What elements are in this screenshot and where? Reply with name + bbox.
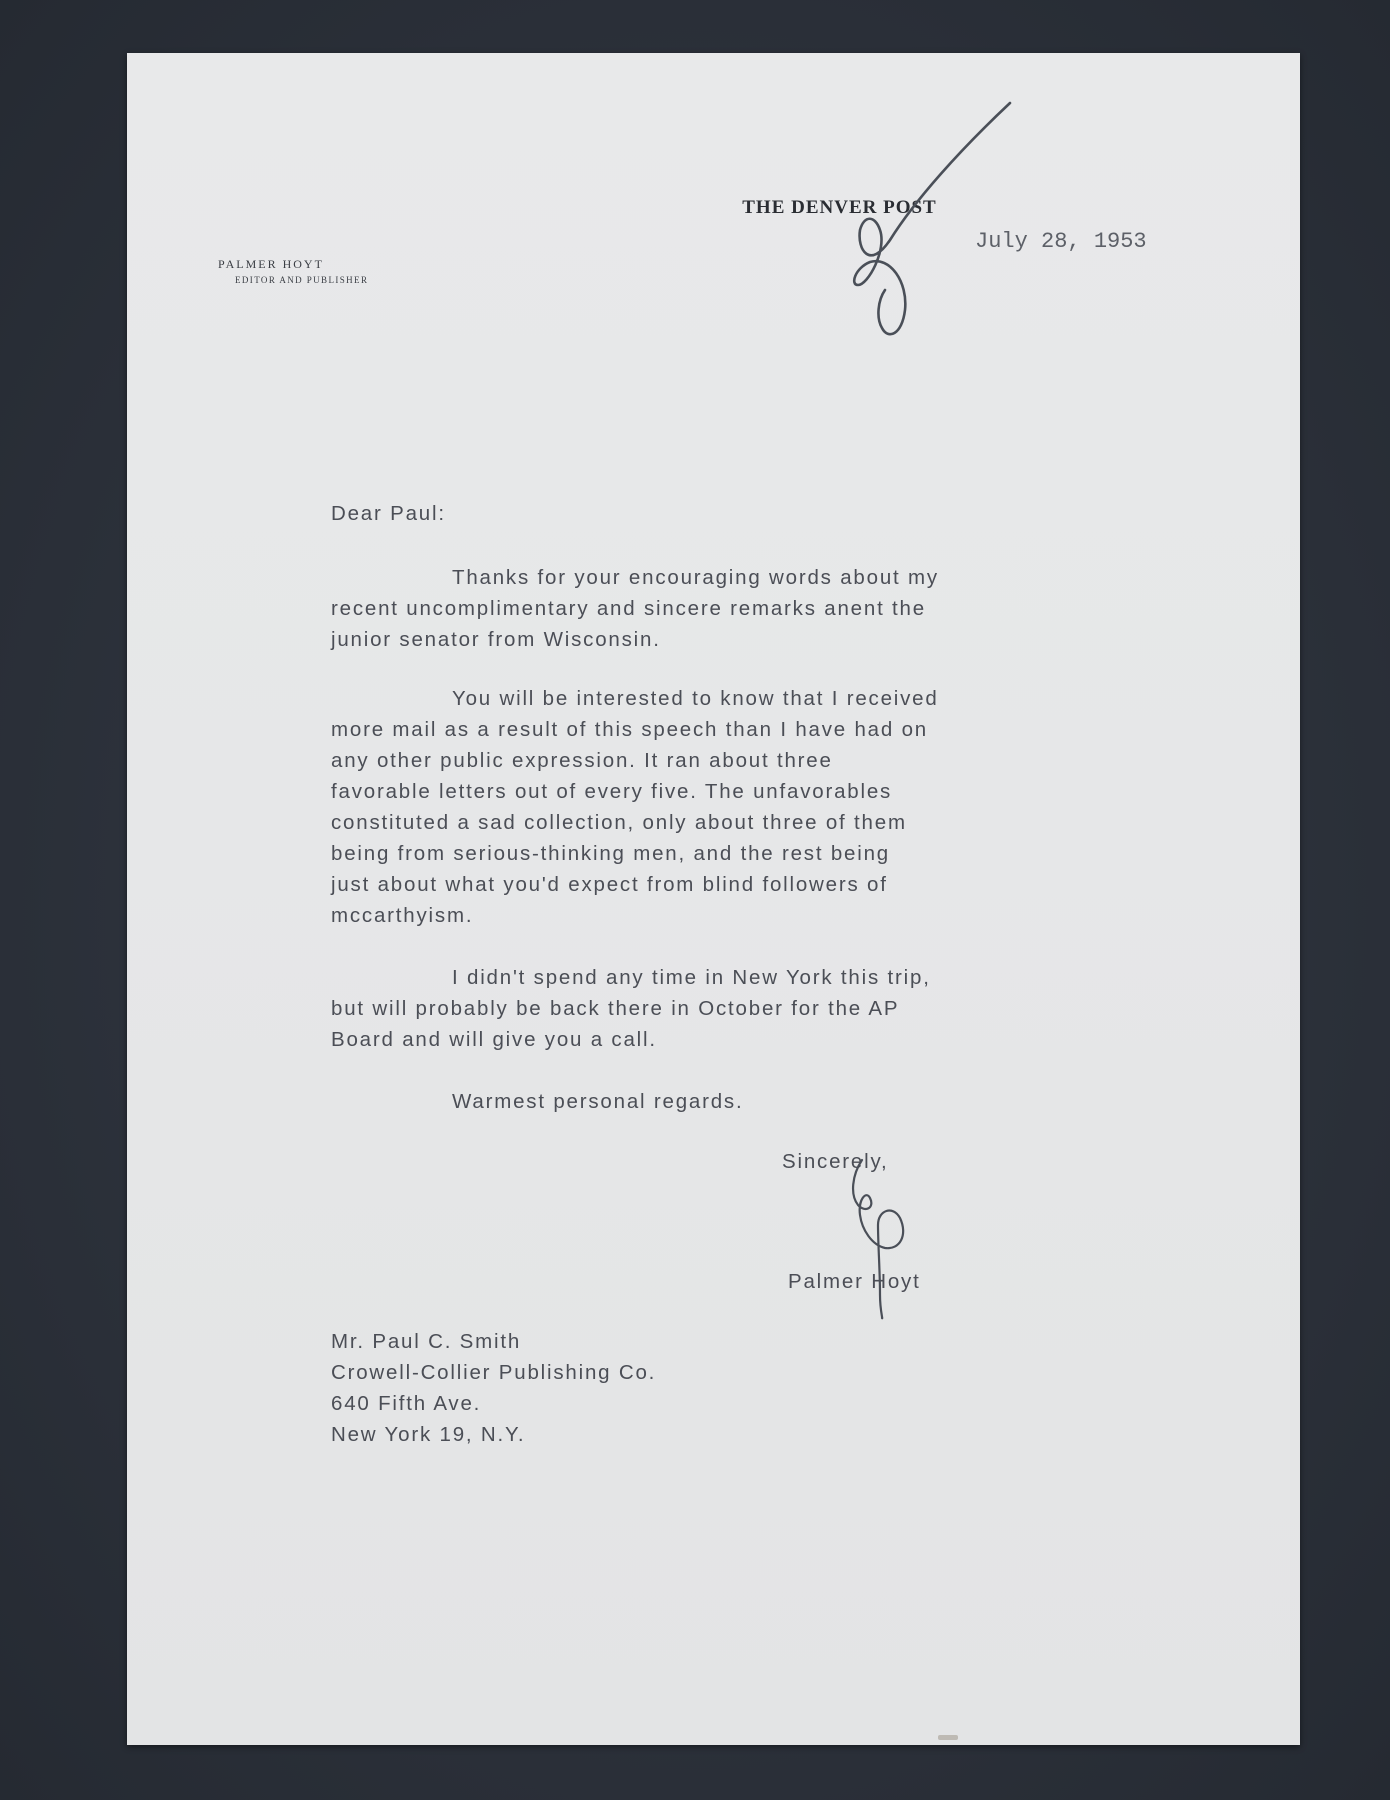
paragraph-line: being from serious-thinking men, and the rest being [331,842,891,865]
paragraph-line: Thanks for your encouraging words about my [452,566,939,589]
paragraph-line: junior senator from Wisconsin. [331,628,661,651]
salutation: Dear Paul: [331,502,446,525]
closing-regards: Warmest personal regards. [452,1090,744,1113]
paragraph-line: any other public expression. It ran about three [331,749,833,772]
recipient-name: Mr. Paul C. Smith [331,1330,522,1353]
paragraph-line: constituted a sad collection, only about three of them [331,811,907,834]
paragraph-line: Board and will give you a call. [331,1028,657,1051]
paragraph-line: I didn't spend any time in New York this trip, [452,966,931,989]
recipient-company: Crowell-Collier Publishing Co. [331,1361,657,1384]
paragraph-line: You will be interested to know that I received [452,687,939,710]
paragraph-line: but will probably be back there in October for the AP [331,997,900,1020]
sign-off: Sincerely, [782,1150,889,1173]
paragraph-line: mccarthyism. [331,904,474,927]
letterhead-publication: THE DENVER POST [742,197,937,218]
letter-sheet [127,53,1300,1745]
paper-stain [938,1735,958,1740]
paragraph-line: just about what you'd expect from blind followers of [331,873,888,896]
signer-name: Palmer Hoyt [788,1270,921,1293]
paragraph-line: favorable letters out of every five. The unfavorables [331,780,893,803]
letter-date: July 28, 1953 [975,229,1147,254]
recipient-street: 640 Fifth Ave. [331,1392,482,1415]
paragraph-line: recent uncomplimentary and sincere remarks anent the [331,597,926,620]
recipient-city: New York 19, N.Y. [331,1423,526,1446]
letterhead-name: PALMER HOYT [218,257,324,271]
letterhead-role: EDITOR AND PUBLISHER [235,275,369,285]
paragraph-line: more mail as a result of this speech than I have had on [331,718,928,741]
